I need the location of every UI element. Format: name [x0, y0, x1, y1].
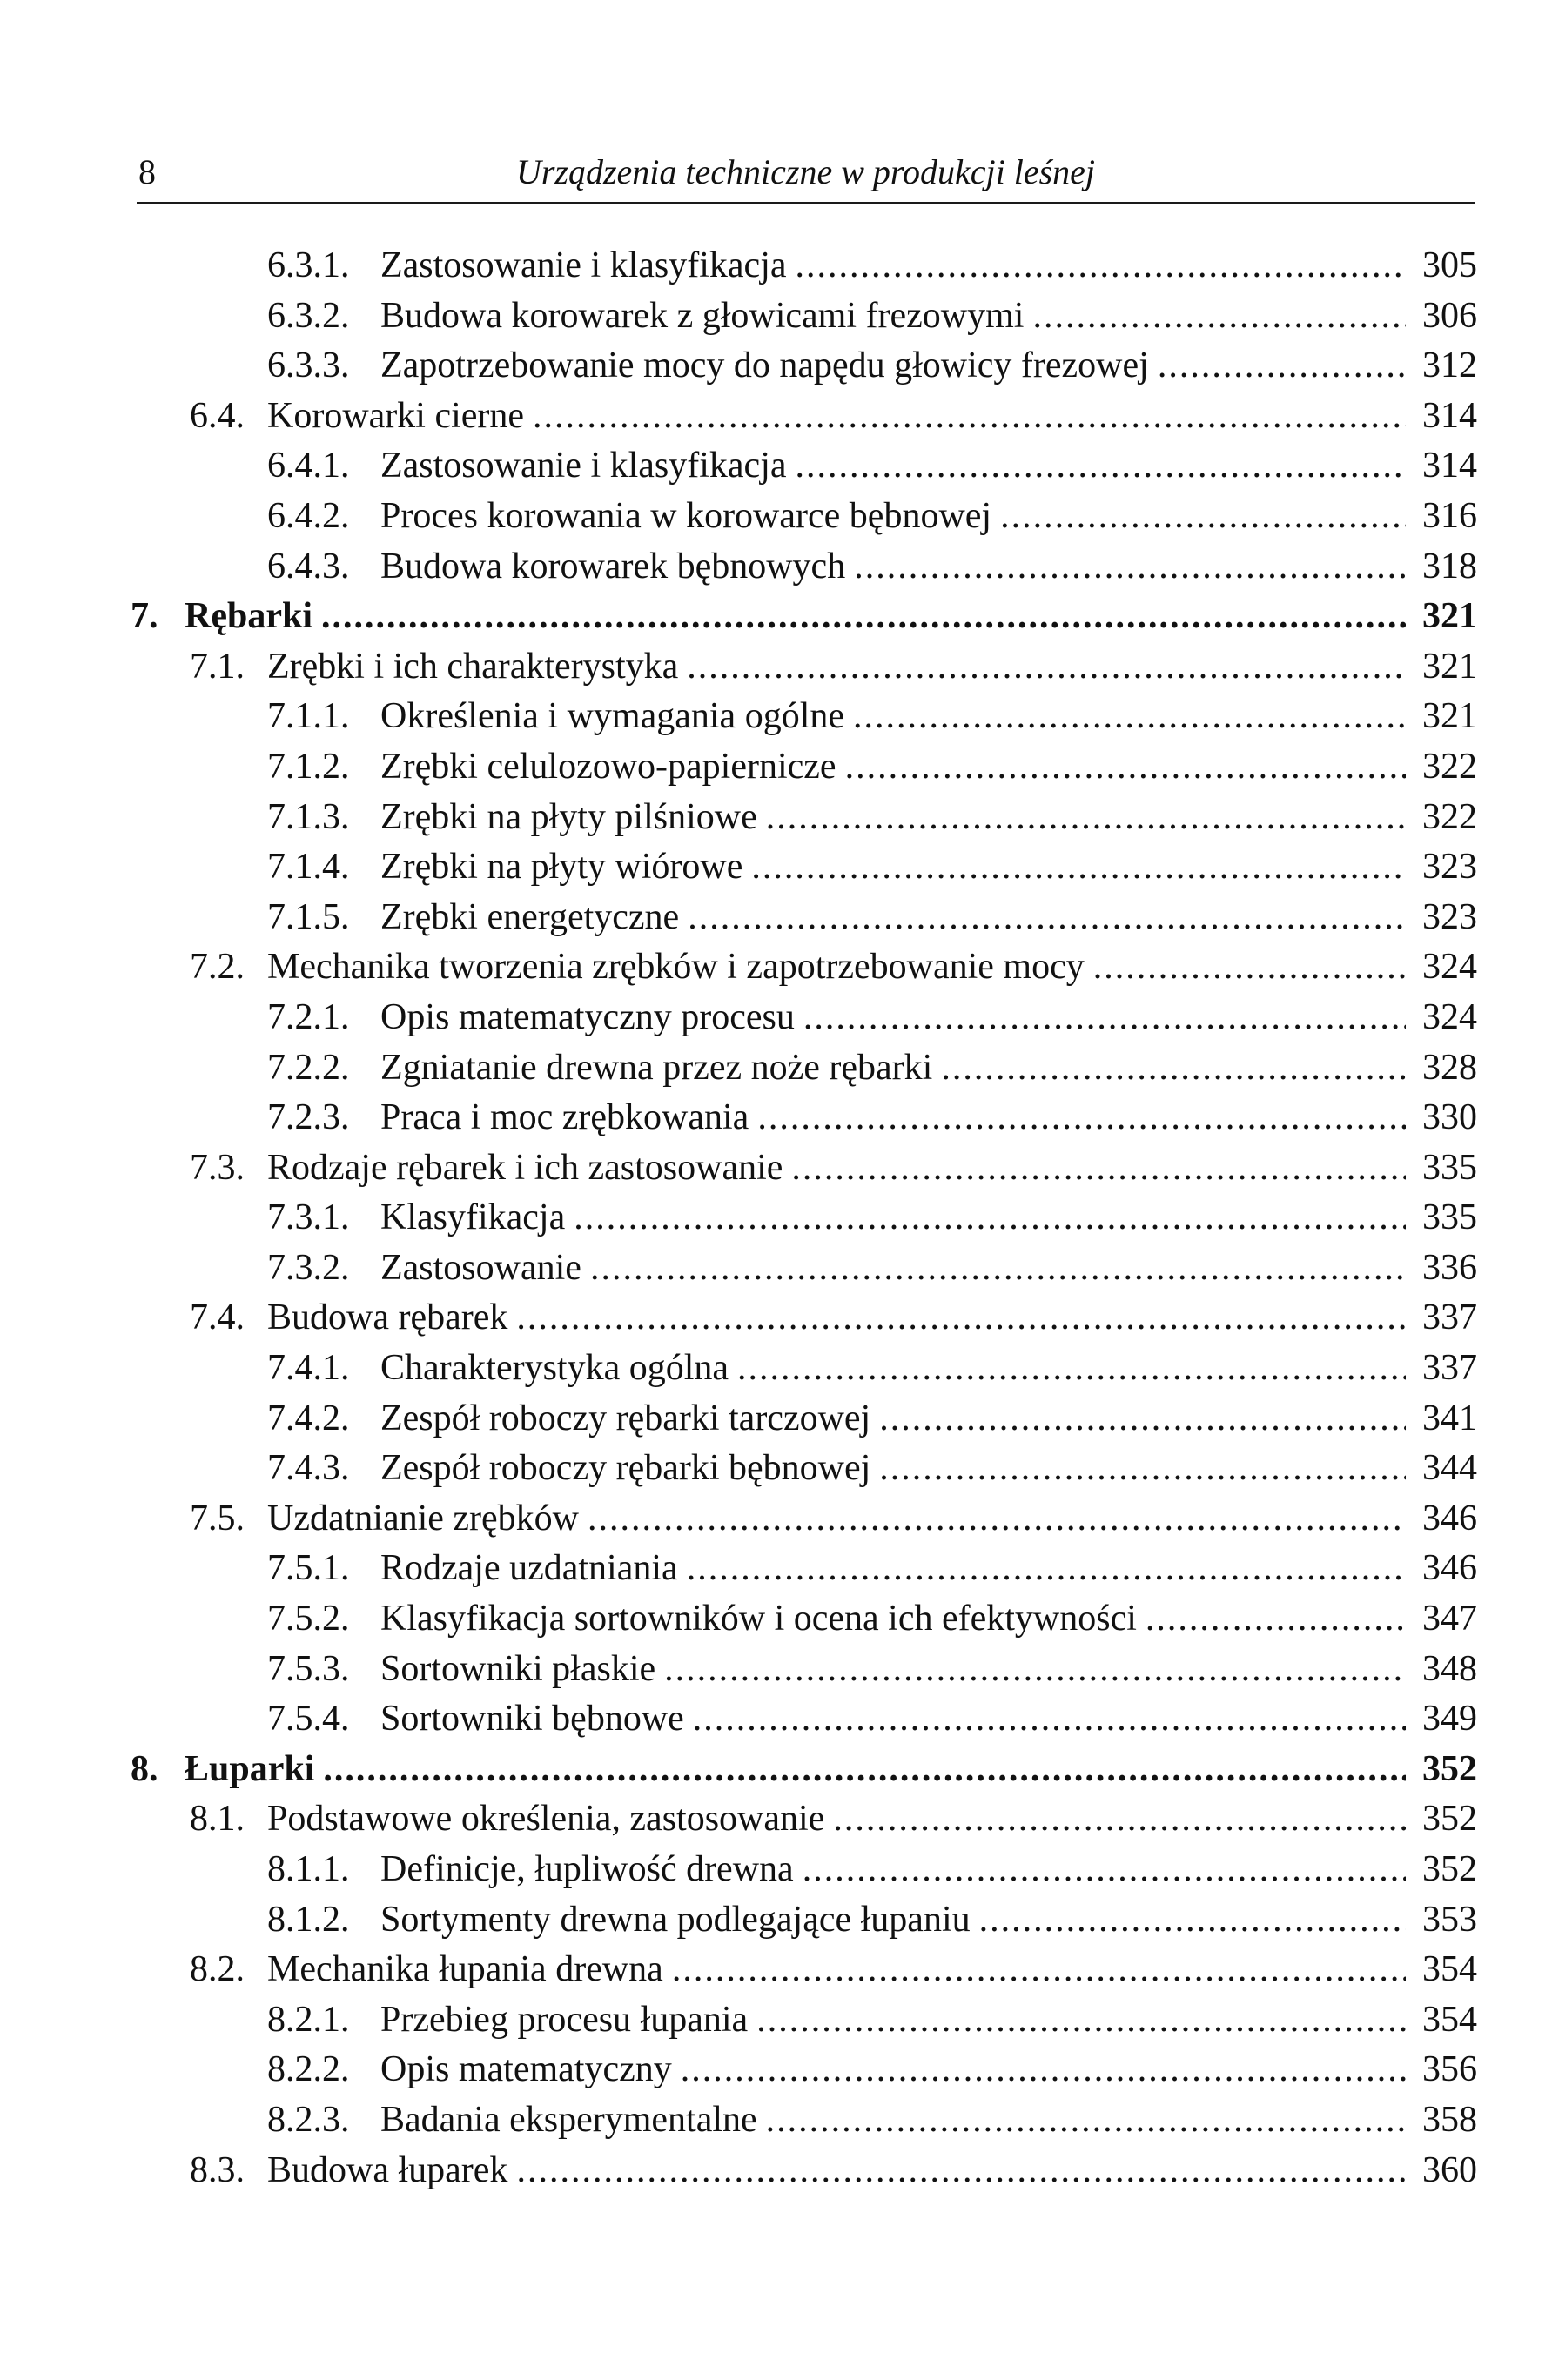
running-header	[137, 146, 1475, 204]
table-of-contents	[131, 241, 1477, 2196]
toc-entry-title: Sortymenty drewna podlegające łupaniu	[380, 1899, 971, 1940]
toc-entry-page: 324	[1422, 947, 1477, 988]
toc-entry-title: Charakterystyka ogólna	[380, 1348, 729, 1389]
toc-entry-title: Zastosowanie i klasyfikacja	[380, 446, 787, 486]
toc-entry-number: 7.2.1.	[267, 996, 350, 1037]
dot-leader	[941, 1043, 1406, 1094]
dot-leader	[664, 1645, 1406, 1695]
toc-entry-page: 336	[1422, 1247, 1477, 1288]
toc-entry-page: 316	[1422, 495, 1477, 536]
toc-section-entry	[131, 392, 1477, 442]
toc-entry-number: 7.1.1.	[267, 696, 350, 737]
toc-subsection-entry	[131, 1694, 1477, 1745]
dot-leader	[757, 1093, 1406, 1143]
toc-subsection-entry	[131, 292, 1477, 342]
toc-subsection-entry	[131, 2095, 1477, 2146]
dot-leader	[516, 2146, 1406, 2196]
dot-leader	[803, 1845, 1406, 1895]
toc-entry-page: 341	[1422, 1398, 1477, 1438]
toc-entry-number: 7.4.	[190, 1297, 245, 1338]
toc-entry-page: 353	[1422, 1899, 1477, 1940]
toc-entry-number: 6.3.1.	[267, 245, 350, 285]
toc-entry-number: 8.2.1.	[267, 1999, 350, 2040]
toc-entry-page: 349	[1422, 1699, 1477, 1740]
toc-section-entry	[131, 1143, 1477, 1194]
toc-entry-page: 352	[1422, 1748, 1477, 1789]
toc-entry-page: 323	[1422, 896, 1477, 937]
toc-entry-page: 358	[1422, 2099, 1477, 2140]
toc-entry-title: Korowarki cierne	[267, 395, 525, 436]
dot-leader	[574, 1193, 1406, 1244]
toc-subsection-entry	[131, 441, 1477, 492]
toc-entry-number: 7.5.3.	[267, 1648, 350, 1689]
dot-leader	[796, 241, 1406, 292]
running-title: Urządzenia techniczne w produkcji leśnej	[515, 152, 1096, 191]
page-number: 8	[138, 152, 156, 191]
toc-entry-page: 330	[1422, 1097, 1477, 1138]
toc-entry-page: 360	[1422, 2149, 1477, 2190]
dot-leader	[1158, 341, 1406, 392]
dot-leader	[766, 2095, 1406, 2146]
toc-entry-page: 314	[1422, 395, 1477, 436]
toc-entry-page: 352	[1422, 1849, 1477, 1889]
toc-chapter-entry	[131, 592, 1477, 642]
toc-entry-number: 7.5.4.	[267, 1699, 350, 1740]
dot-leader	[1093, 942, 1406, 993]
dot-leader	[979, 1895, 1406, 1946]
toc-entry-page: 322	[1422, 746, 1477, 787]
toc-entry-title: Zastosowanie	[380, 1247, 581, 1288]
dot-leader	[1146, 1594, 1406, 1645]
toc-entry-page: 337	[1422, 1297, 1477, 1338]
toc-entry-title: Łuparki	[185, 1748, 315, 1789]
toc-entry-title: Opis matematyczny procesu	[380, 996, 795, 1037]
toc-entry-number: 7.1.4.	[267, 847, 350, 888]
toc-entry-number: 7.1.	[190, 646, 245, 687]
toc-entry-page: 323	[1422, 847, 1477, 888]
dot-leader	[803, 993, 1406, 1043]
toc-entry-title: Zrębki celulozowo-papiernicze	[380, 746, 836, 787]
toc-entry-title: Zapotrzebowanie mocy do napędu głowicy frezowej	[380, 345, 1149, 386]
toc-subsection-entry	[131, 1244, 1477, 1294]
toc-entry-title: Praca i moc zrębkowania	[380, 1097, 749, 1138]
toc-entry-number: 6.4.2.	[267, 495, 350, 536]
toc-entry-number: 6.4.	[190, 395, 245, 436]
toc-entry-number: 8.1.	[190, 1799, 245, 1840]
toc-entry-title: Klasyfikacja sortowników i ocena ich efektywności	[380, 1599, 1137, 1639]
toc-entry-page: 337	[1422, 1348, 1477, 1389]
toc-entry-title: Sortowniki bębnowe	[380, 1699, 684, 1740]
toc-section-entry	[131, 1945, 1477, 1995]
toc-section-entry	[131, 2146, 1477, 2196]
dot-leader	[672, 1945, 1406, 1995]
toc-subsection-entry	[131, 842, 1477, 893]
toc-entry-title: Klasyfikacja	[380, 1197, 566, 1238]
toc-entry-title: Opis matematyczny	[380, 2049, 672, 2090]
toc-section-entry	[131, 1794, 1477, 1845]
toc-entry-title: Rodzaje uzdatniania	[380, 1548, 678, 1589]
toc-entry-number: 8.2.	[190, 1949, 245, 1990]
dot-leader	[533, 392, 1406, 442]
toc-entry-page: 321	[1422, 696, 1477, 737]
toc-entry-title: Sortowniki płaskie	[380, 1648, 656, 1689]
toc-entry-number: 8.	[131, 1748, 158, 1789]
toc-entry-number: 8.1.2.	[267, 1899, 350, 1940]
toc-subsection-entry	[131, 1394, 1477, 1445]
toc-subsection-entry	[131, 2045, 1477, 2095]
toc-entry-number: 7.3.1.	[267, 1197, 350, 1238]
toc-entry-title: Przebieg procesu łupania	[380, 1999, 749, 2040]
toc-entry-number: 8.1.1.	[267, 1849, 350, 1889]
toc-entry-number: 7.	[131, 596, 158, 637]
dot-leader	[1000, 492, 1406, 542]
dot-leader	[693, 1694, 1406, 1745]
toc-entry-page: 352	[1422, 1799, 1477, 1840]
dot-leader	[833, 1794, 1406, 1845]
toc-subsection-entry	[131, 1544, 1477, 1594]
toc-entry-title: Definicje, łupliwość drewna	[380, 1849, 794, 1889]
toc-entry-page: 335	[1422, 1197, 1477, 1238]
dot-leader	[853, 692, 1406, 742]
toc-entry-page: 346	[1422, 1548, 1477, 1589]
dot-leader	[791, 1143, 1406, 1194]
toc-entry-page: 354	[1422, 1949, 1477, 1990]
toc-subsection-entry	[131, 893, 1477, 943]
toc-entry-number: 7.4.1.	[267, 1348, 350, 1389]
toc-entry-title: Mechanika łupania drewna	[267, 1949, 663, 1990]
dot-leader	[796, 441, 1406, 492]
toc-subsection-entry	[131, 341, 1477, 392]
dot-leader	[845, 742, 1406, 793]
toc-entry-page: 321	[1422, 646, 1477, 687]
toc-entry-title: Budowa łuparek	[267, 2149, 508, 2190]
toc-entry-title: Zastosowanie i klasyfikacja	[380, 245, 787, 285]
toc-subsection-entry	[131, 742, 1477, 793]
toc-subsection-entry	[131, 1594, 1477, 1645]
toc-entry-page: 335	[1422, 1147, 1477, 1188]
toc-subsection-entry	[131, 241, 1477, 292]
toc-entry-number: 8.3.	[190, 2149, 245, 2190]
toc-subsection-entry	[131, 492, 1477, 542]
toc-entry-number: 7.2.	[190, 947, 245, 988]
dot-leader	[737, 1344, 1406, 1394]
toc-entry-number: 8.2.3.	[267, 2099, 350, 2140]
toc-subsection-entry	[131, 692, 1477, 742]
dot-leader	[687, 1544, 1406, 1594]
toc-subsection-entry	[131, 1645, 1477, 1695]
dot-leader	[681, 2045, 1406, 2095]
toc-entry-number: 7.3.2.	[267, 1247, 350, 1288]
toc-subsection-entry	[131, 1193, 1477, 1244]
dot-leader	[687, 642, 1406, 693]
toc-entry-title: Zrębki na płyty wiórowe	[380, 847, 743, 888]
toc-entry-page: 348	[1422, 1648, 1477, 1689]
toc-entry-title: Uzdatnianie zrębków	[267, 1498, 580, 1539]
toc-entry-number: 7.2.3.	[267, 1097, 350, 1138]
toc-subsection-entry	[131, 793, 1477, 843]
toc-section-entry	[131, 1494, 1477, 1545]
toc-subsection-entry	[131, 1895, 1477, 1946]
toc-entry-title: Zrębki na płyty pilśniowe	[380, 796, 757, 837]
toc-subsection-entry	[131, 1093, 1477, 1143]
toc-entry-title: Zrębki i ich charakterystyka	[267, 646, 679, 687]
toc-entry-page: 305	[1422, 245, 1477, 285]
toc-subsection-entry	[131, 993, 1477, 1043]
toc-entry-number: 7.1.5.	[267, 896, 350, 937]
toc-entry-title: Rębarki	[185, 596, 312, 637]
toc-section-entry	[131, 642, 1477, 693]
toc-entry-page: 328	[1422, 1047, 1477, 1088]
toc-entry-title: Budowa korowarek bębnowych	[380, 546, 846, 587]
toc-entry-number: 8.2.2.	[267, 2049, 350, 2090]
toc-entry-title: Zrębki energetyczne	[380, 896, 680, 937]
toc-subsection-entry	[131, 1444, 1477, 1494]
toc-entry-number: 6.4.3.	[267, 546, 350, 587]
toc-entry-title: Zgniatanie drewna przez noże rębarki	[380, 1047, 933, 1088]
dot-leader	[854, 542, 1406, 593]
toc-entry-page: 347	[1422, 1599, 1477, 1639]
toc-entry-page: 356	[1422, 2049, 1477, 2090]
toc-entry-title: Budowa korowarek z głowicami frezowymi	[380, 295, 1025, 336]
toc-entry-number: 7.1.3.	[267, 796, 350, 837]
toc-entry-page: 318	[1422, 546, 1477, 587]
toc-entry-number: 7.5.1.	[267, 1548, 350, 1589]
toc-subsection-entry	[131, 1845, 1477, 1895]
toc-section-entry	[131, 1293, 1477, 1344]
toc-entry-number: 6.3.2.	[267, 295, 350, 336]
toc-entry-title: Określenia i wymagania ogólne	[380, 696, 844, 737]
dot-leader	[1032, 292, 1406, 342]
toc-entry-title: Badania eksperymentalne	[380, 2099, 757, 2140]
toc-section-entry	[131, 942, 1477, 993]
toc-entry-page: 324	[1422, 996, 1477, 1037]
dot-leader	[688, 893, 1406, 943]
toc-entry-page: 321	[1422, 596, 1477, 637]
toc-entry-page: 312	[1422, 345, 1477, 386]
toc-entry-page: 354	[1422, 1999, 1477, 2040]
toc-entry-title: Proces korowania w korowarce bębnowej	[380, 495, 992, 536]
toc-entry-number: 7.5.	[190, 1498, 245, 1539]
toc-entry-number: 6.4.1.	[267, 446, 350, 486]
toc-entry-number: 7.4.3.	[267, 1448, 350, 1489]
toc-entry-number: 7.4.2.	[267, 1398, 350, 1438]
toc-subsection-entry	[131, 1344, 1477, 1394]
toc-subsection-entry	[131, 1043, 1477, 1094]
toc-entry-number: 7.1.2.	[267, 746, 350, 787]
toc-entry-page: 322	[1422, 796, 1477, 837]
dot-leader	[756, 1995, 1406, 2046]
dot-leader	[590, 1244, 1406, 1294]
toc-entry-title: Rodzaje rębarek i ich zastosowanie	[267, 1147, 783, 1188]
toc-entry-page: 344	[1422, 1448, 1477, 1489]
toc-entry-page: 346	[1422, 1498, 1477, 1539]
toc-entry-number: 7.3.	[190, 1147, 245, 1188]
toc-entry-title: Budowa rębarek	[267, 1297, 508, 1338]
toc-entry-title: Podstawowe określenia, zastosowanie	[267, 1799, 825, 1840]
toc-entry-title: Zespół roboczy rębarki bębnowej	[380, 1448, 871, 1489]
toc-entry-title: Zespół roboczy rębarki tarczowej	[380, 1398, 871, 1438]
toc-chapter-entry	[131, 1745, 1477, 1795]
toc-entry-page: 306	[1422, 295, 1477, 336]
dot-leader	[879, 1444, 1406, 1494]
dot-leader	[588, 1494, 1406, 1545]
dot-leader	[766, 793, 1406, 843]
dot-leader	[321, 592, 1406, 642]
toc-entry-number: 7.2.2.	[267, 1047, 350, 1088]
toc-entry-title: Mechanika tworzenia zrębków i zapotrzebowanie mocy	[267, 947, 1085, 988]
toc-subsection-entry	[131, 1995, 1477, 2046]
dot-leader	[323, 1745, 1406, 1795]
toc-subsection-entry	[131, 542, 1477, 593]
toc-entry-page: 314	[1422, 446, 1477, 486]
dot-leader	[516, 1293, 1406, 1344]
toc-entry-number: 7.5.2.	[267, 1599, 350, 1639]
toc-entry-number: 6.3.3.	[267, 345, 350, 386]
dot-leader	[879, 1394, 1406, 1445]
dot-leader	[751, 842, 1406, 893]
